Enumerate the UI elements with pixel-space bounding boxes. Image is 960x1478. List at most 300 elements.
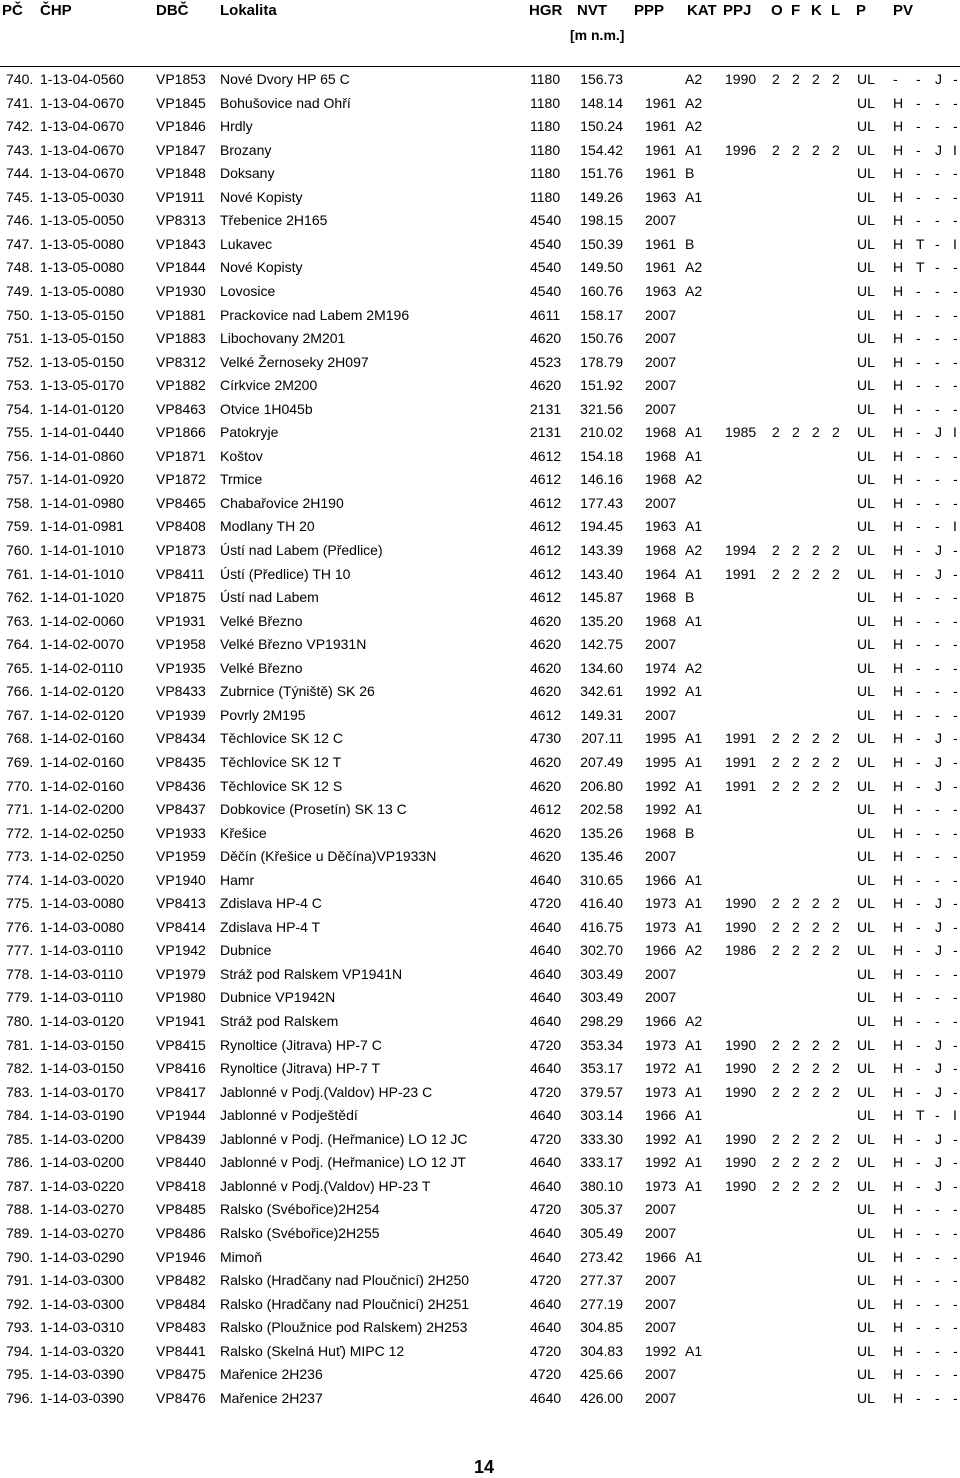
cell-pv-4: - — [953, 1130, 958, 1147]
cell-nvt: 149.26 — [580, 188, 623, 205]
cell-pv-1: H — [893, 683, 904, 700]
cell-o: 2 — [772, 942, 780, 959]
cell-nvt: 151.76 — [580, 165, 623, 182]
cell-ppp: 1995 — [645, 753, 677, 770]
cell-nvt: 146.16 — [580, 471, 623, 488]
cell-p: UL — [857, 518, 875, 535]
cell-pv-1: H — [893, 353, 904, 370]
table-row — [0, 118, 960, 142]
cell-p: UL — [857, 118, 875, 135]
cell-pv-1: H — [893, 447, 904, 464]
table-row — [0, 660, 960, 684]
cell-ppp: 1961 — [645, 259, 677, 276]
cell-chp: 1-13-05-0030 — [40, 188, 125, 205]
cell-pv-2: - — [916, 447, 921, 464]
cell-pv-1: H — [893, 1013, 904, 1029]
cell-nvt: 135.20 — [580, 612, 623, 629]
cell-o: 2 — [772, 141, 780, 158]
cell-pv-1: H — [893, 165, 904, 182]
cell-hgr: 4620 — [530, 683, 562, 700]
cell-o: 2 — [772, 777, 780, 794]
cell-kat: A1 — [685, 1107, 703, 1124]
cell-ppj: 1990 — [725, 1154, 757, 1171]
cell-pv-3: - — [935, 400, 940, 417]
cell-pv-2: - — [916, 848, 921, 865]
cell-pv-1: H — [893, 330, 904, 347]
header-pc: PČ — [2, 2, 23, 19]
cell-kat: A1 — [685, 730, 703, 747]
cell-pv-3: J — [935, 424, 942, 441]
cell-nvt: 150.76 — [580, 330, 623, 347]
cell-chp: 1-14-03-0390 — [40, 1366, 125, 1383]
cell-o: 2 — [772, 895, 780, 912]
cell-chp: 1-13-05-0080 — [40, 259, 125, 276]
cell-pv-4: - — [953, 471, 958, 488]
cell-chp: 1-14-02-0060 — [40, 612, 125, 629]
cell-hgr: 4620 — [530, 753, 562, 770]
cell-pv-1: H — [893, 730, 904, 747]
table-row — [0, 142, 960, 166]
cell-chp: 1-14-02-0200 — [40, 801, 125, 818]
cell-ppp: 1963 — [645, 282, 677, 299]
cell-chp: 1-14-01-0981 — [40, 518, 125, 535]
cell-pv-4: - — [953, 824, 958, 841]
cell-chp: 1-14-03-0150 — [40, 1060, 125, 1077]
page-number: 14 — [473, 1457, 495, 1477]
cell-pv-4: - — [953, 282, 958, 299]
cell-lok: Trmice — [220, 471, 263, 488]
cell-kat: B — [685, 165, 695, 182]
cell-pv-3: - — [935, 824, 940, 841]
cell-p: UL — [857, 1201, 875, 1218]
cell-lok: Jablonné v Podj. (Heřmanice) LO 12 JT — [220, 1154, 466, 1171]
cell-pv-3: - — [935, 683, 940, 700]
cell-dbc: VP8476 — [156, 1389, 206, 1406]
cell-pv-4: - — [953, 1036, 958, 1053]
cell-k: 2 — [812, 777, 820, 794]
cell-pv-2: - — [916, 612, 921, 629]
cell-pv-2: - — [916, 71, 921, 87]
cell-pv-1: H — [893, 965, 904, 982]
cell-pv-4: I — [953, 424, 957, 441]
cell-pv-4: - — [953, 1224, 958, 1241]
cell-pc: 764. — [6, 636, 34, 653]
cell-p: UL — [857, 235, 875, 252]
cell-hgr: 4640 — [530, 1107, 562, 1124]
cell-lok: Mařenice 2H237 — [220, 1389, 323, 1406]
cell-chp: 1-14-01-0980 — [40, 494, 125, 511]
cell-pv-3: J — [935, 141, 942, 158]
cell-ppp: 1961 — [645, 118, 677, 135]
cell-ppj: 1990 — [725, 71, 757, 87]
cell-pv-4: - — [953, 165, 958, 182]
cell-p: UL — [857, 730, 875, 747]
table-row — [0, 401, 960, 425]
cell-nvt: 277.37 — [580, 1272, 623, 1289]
cell-nvt: 302.70 — [580, 942, 623, 959]
cell-ppp: 1992 — [645, 777, 677, 794]
cell-dbc: VP1844 — [156, 259, 206, 276]
cell-pv-3: J — [935, 1060, 942, 1077]
cell-chp: 1-13-04-0670 — [40, 165, 125, 182]
cell-ppp: 1968 — [645, 471, 677, 488]
cell-pc: 785. — [6, 1130, 34, 1147]
cell-pv-2: T — [916, 1107, 925, 1124]
cell-nvt: 277.19 — [580, 1295, 623, 1312]
header-lokalita: Lokalita — [220, 2, 277, 19]
table-row — [0, 1390, 960, 1414]
header-pv: PV — [893, 2, 914, 19]
cell-pv-2: - — [916, 565, 921, 582]
cell-pv-2: - — [916, 659, 921, 676]
cell-l: 2 — [832, 1154, 840, 1171]
cell-pv-2: - — [916, 1154, 921, 1171]
cell-ppj: 1986 — [725, 942, 757, 959]
cell-pv-2: - — [916, 494, 921, 511]
cell-kat: A1 — [685, 801, 703, 818]
cell-dbc: VP8437 — [156, 801, 206, 818]
table-row — [0, 495, 960, 519]
cell-chp: 1-14-03-0270 — [40, 1201, 125, 1218]
cell-chp: 1-14-03-0220 — [40, 1177, 125, 1194]
cell-hgr: 4540 — [530, 212, 562, 229]
cell-nvt: 416.75 — [580, 918, 623, 935]
cell-ppp: 2007 — [645, 848, 677, 865]
cell-dbc: VP8417 — [156, 1083, 206, 1100]
cell-hgr: 4612 — [530, 494, 562, 511]
cell-pv-1: H — [893, 400, 904, 417]
cell-ppp: 1966 — [645, 1248, 677, 1265]
cell-pc: 751. — [6, 330, 34, 347]
cell-f: 2 — [792, 424, 800, 441]
cell-ppp: 1966 — [645, 1107, 677, 1124]
cell-pv-1: H — [893, 753, 904, 770]
cell-ppp: 2007 — [645, 1319, 677, 1336]
cell-ppp: 1973 — [645, 1036, 677, 1053]
cell-chp: 1-14-02-0120 — [40, 706, 125, 723]
cell-nvt: 416.40 — [580, 895, 623, 912]
cell-lok: Velké Žernoseky 2H097 — [220, 353, 369, 370]
cell-lok: Ralsko (Skelná Huť) MIPC 12 — [220, 1342, 405, 1359]
cell-ppp: 2007 — [645, 377, 677, 394]
cell-pv-3: - — [935, 94, 940, 111]
cell-f: 2 — [792, 753, 800, 770]
cell-k: 2 — [812, 565, 820, 582]
cell-nvt: 426.00 — [580, 1389, 623, 1406]
cell-pc: 777. — [6, 942, 34, 959]
cell-pc: 792. — [6, 1295, 34, 1312]
cell-kat: A1 — [685, 871, 703, 888]
cell-kat: A1 — [685, 1154, 703, 1171]
cell-nvt: 333.30 — [580, 1130, 623, 1147]
cell-pv-2: - — [916, 94, 921, 111]
table-row — [0, 895, 960, 919]
cell-p: UL — [857, 353, 875, 370]
cell-ppp: 1992 — [645, 683, 677, 700]
cell-lok: Ústí nad Labem (Předlice) — [220, 542, 383, 558]
cell-pv-1: H — [893, 659, 904, 676]
cell-kat: A1 — [685, 1036, 703, 1053]
cell-pv-4: - — [953, 965, 958, 982]
cell-pc: 756. — [6, 447, 34, 464]
cell-ppp: 1992 — [645, 801, 677, 818]
cell-lok: Prackovice nad Labem 2M196 — [220, 306, 410, 323]
cell-pv-3: - — [935, 1319, 940, 1336]
cell-ppp: 1992 — [645, 1154, 677, 1171]
cell-kat: A1 — [685, 565, 703, 582]
cell-pv-2: - — [916, 377, 921, 394]
cell-hgr: 4640 — [530, 989, 562, 1006]
table-row — [0, 1037, 960, 1061]
cell-hgr: 4640 — [530, 1319, 562, 1336]
cell-pc: 788. — [6, 1201, 34, 1218]
cell-lok: Stráž pod Ralskem VP1941N — [220, 965, 403, 982]
cell-pv-1: H — [893, 777, 904, 794]
table-row — [0, 1107, 960, 1131]
cell-pc: 781. — [6, 1036, 34, 1053]
cell-chp: 1-14-02-0250 — [40, 848, 125, 865]
cell-nvt: 342.61 — [580, 683, 623, 700]
table-row — [0, 589, 960, 613]
cell-hgr: 4612 — [530, 471, 562, 488]
cell-chp: 1-13-04-0670 — [40, 94, 125, 111]
cell-hgr: 1180 — [530, 94, 561, 111]
table-row — [0, 566, 960, 590]
cell-pc: 767. — [6, 706, 34, 723]
cell-chp: 1-14-03-0080 — [40, 895, 125, 912]
cell-lok: Velké Březno VP1931N — [220, 636, 367, 653]
cell-chp: 1-14-02-0160 — [40, 730, 125, 747]
cell-ppp: 2007 — [645, 989, 677, 1006]
cell-pv-2: - — [916, 518, 921, 535]
cell-o: 2 — [772, 565, 780, 582]
cell-pv-3: - — [935, 1295, 940, 1312]
cell-p: UL — [857, 471, 875, 488]
cell-pv-2: - — [916, 801, 921, 818]
cell-lok: Lovosice — [220, 282, 276, 299]
cell-kat: A2 — [685, 1013, 703, 1029]
cell-chp: 1-14-01-0920 — [40, 471, 125, 488]
cell-kat: A2 — [685, 71, 703, 87]
cell-pv-3: - — [935, 801, 940, 818]
cell-pv-4: I — [953, 1107, 957, 1124]
cell-l: 2 — [832, 565, 840, 582]
cell-p: UL — [857, 1107, 875, 1124]
cell-pc: 778. — [6, 965, 34, 982]
cell-pc: 790. — [6, 1248, 34, 1265]
cell-pv-1: H — [893, 636, 904, 653]
cell-nvt: 150.39 — [580, 235, 623, 252]
cell-lok: Zdislava HP-4 T — [220, 918, 321, 935]
cell-dbc: VP8441 — [156, 1342, 206, 1359]
cell-lok: Křešice — [220, 824, 267, 841]
cell-p: UL — [857, 1272, 875, 1289]
cell-pv-2: - — [916, 1177, 921, 1194]
cell-ppj: 1991 — [725, 753, 757, 770]
cell-ppj: 1990 — [725, 895, 757, 912]
table-row — [0, 1272, 960, 1296]
table-header — [0, 0, 960, 66]
cell-l: 2 — [832, 942, 840, 959]
cell-pv-2: - — [916, 1272, 921, 1289]
cell-pc: 770. — [6, 777, 34, 794]
cell-chp: 1-13-05-0170 — [40, 377, 125, 394]
cell-pv-3: - — [935, 706, 940, 723]
cell-pv-2: - — [916, 1013, 921, 1029]
cell-lok: Dobkovice (Prosetín) SK 13 C — [220, 801, 407, 818]
header-divider — [0, 66, 960, 67]
cell-p: UL — [857, 1177, 875, 1194]
cell-nvt: 194.45 — [580, 518, 623, 535]
cell-pv-1: H — [893, 542, 904, 558]
cell-l: 2 — [832, 71, 840, 87]
table-row — [0, 471, 960, 495]
cell-hgr: 1180 — [530, 165, 561, 182]
cell-pv-3: - — [935, 589, 940, 606]
cell-p: UL — [857, 377, 875, 394]
cell-l: 2 — [832, 1060, 840, 1077]
cell-hgr: 4730 — [530, 730, 562, 747]
cell-f: 2 — [792, 895, 800, 912]
cell-l: 2 — [832, 730, 840, 747]
cell-pv-1: H — [893, 471, 904, 488]
cell-ppp: 2007 — [645, 706, 677, 723]
cell-pv-3: - — [935, 1224, 940, 1241]
cell-pc: 746. — [6, 212, 34, 229]
cell-pv-4: - — [953, 1154, 958, 1171]
table-row — [0, 542, 960, 566]
cell-pv-4: - — [953, 494, 958, 511]
cell-pv-2: - — [916, 942, 921, 959]
cell-ppp: 2007 — [645, 212, 677, 229]
cell-pv-2: - — [916, 1366, 921, 1383]
cell-pc: 759. — [6, 518, 34, 535]
cell-nvt: 178.79 — [580, 353, 623, 370]
cell-pv-2: - — [916, 188, 921, 205]
cell-pv-2: - — [916, 542, 921, 558]
cell-pv-1: H — [893, 282, 904, 299]
cell-ppp: 1968 — [645, 612, 677, 629]
cell-pv-4: - — [953, 447, 958, 464]
cell-pc: 755. — [6, 424, 34, 441]
cell-pc: 775. — [6, 895, 34, 912]
cell-pc: 765. — [6, 659, 34, 676]
cell-pv-1: H — [893, 1201, 904, 1218]
cell-pc: 748. — [6, 259, 34, 276]
cell-dbc: VP1875 — [156, 589, 206, 606]
cell-nvt: 135.26 — [580, 824, 623, 841]
cell-p: UL — [857, 1342, 875, 1359]
cell-p: UL — [857, 259, 875, 276]
cell-pv-1: H — [893, 1036, 904, 1053]
cell-hgr: 4720 — [530, 1083, 562, 1100]
table-row — [0, 424, 960, 448]
cell-chp: 1-13-04-0670 — [40, 141, 125, 158]
header-o: O — [771, 2, 783, 19]
cell-nvt: 379.57 — [580, 1083, 623, 1100]
cell-p: UL — [857, 871, 875, 888]
cell-pv-3: - — [935, 612, 940, 629]
cell-p: UL — [857, 1389, 875, 1406]
cell-chp: 1-14-01-0440 — [40, 424, 125, 441]
cell-pv-3: J — [935, 942, 942, 959]
table-row — [0, 1013, 960, 1037]
cell-ppj: 1996 — [725, 141, 757, 158]
cell-chp: 1-14-03-0390 — [40, 1389, 125, 1406]
cell-hgr: 4640 — [530, 871, 562, 888]
cell-lok: Nové Kopisty — [220, 188, 303, 205]
cell-pv-1: - — [893, 71, 898, 87]
cell-pv-4: - — [953, 377, 958, 394]
cell-ppp: 1961 — [645, 235, 677, 252]
cell-k: 2 — [812, 1036, 820, 1053]
cell-pv-1: H — [893, 377, 904, 394]
cell-chp: 1-14-03-0270 — [40, 1224, 125, 1241]
cell-nvt: 149.31 — [580, 706, 623, 723]
cell-pv-2: - — [916, 683, 921, 700]
cell-dbc: VP1882 — [156, 377, 206, 394]
cell-pc: 760. — [6, 542, 34, 558]
cell-lok: Těchlovice SK 12 T — [220, 753, 342, 770]
cell-hgr: 4540 — [530, 235, 562, 252]
cell-pv-4: - — [953, 801, 958, 818]
cell-kat: A2 — [685, 659, 703, 676]
cell-hgr: 4612 — [530, 447, 562, 464]
cell-p: UL — [857, 989, 875, 1006]
cell-lok: Dubnice — [220, 942, 272, 959]
table-row — [0, 942, 960, 966]
cell-dbc: VP1935 — [156, 659, 206, 676]
cell-hgr: 2131 — [530, 400, 562, 417]
cell-nvt: 380.10 — [580, 1177, 623, 1194]
cell-hgr: 4620 — [530, 636, 562, 653]
header-f: F — [791, 2, 801, 19]
cell-hgr: 1180 — [530, 118, 561, 135]
table-row — [0, 1060, 960, 1084]
cell-p: UL — [857, 1036, 875, 1053]
cell-dbc: VP8484 — [156, 1295, 206, 1312]
cell-p: UL — [857, 565, 875, 582]
cell-pv-2: - — [916, 1036, 921, 1053]
cell-pv-4: - — [953, 1248, 958, 1265]
cell-nvt: 148.14 — [580, 94, 623, 111]
cell-pv-1: H — [893, 989, 904, 1006]
cell-hgr: 4620 — [530, 659, 562, 676]
cell-kat: A1 — [685, 424, 703, 441]
cell-pv-1: H — [893, 259, 904, 276]
cell-f: 2 — [792, 942, 800, 959]
cell-hgr: 4620 — [530, 612, 562, 629]
cell-dbc: VP1843 — [156, 235, 206, 252]
cell-pv-3: - — [935, 871, 940, 888]
cell-lok: Patokryje — [220, 424, 279, 441]
cell-pv-4: - — [953, 730, 958, 747]
cell-nvt: 154.18 — [580, 447, 623, 464]
cell-dbc: VP8485 — [156, 1201, 206, 1218]
cell-o: 2 — [772, 730, 780, 747]
cell-dbc: VP1941 — [156, 1013, 206, 1029]
cell-nvt: 303.49 — [580, 965, 623, 982]
cell-f: 2 — [792, 1177, 800, 1194]
cell-chp: 1-13-05-0150 — [40, 353, 125, 370]
cell-chp: 1-14-03-0290 — [40, 1248, 125, 1265]
cell-pv-2: - — [916, 1201, 921, 1218]
cell-nvt: 304.83 — [580, 1342, 623, 1359]
cell-p: UL — [857, 753, 875, 770]
cell-p: UL — [857, 494, 875, 511]
cell-dbc: VP1933 — [156, 824, 206, 841]
cell-p: UL — [857, 848, 875, 865]
